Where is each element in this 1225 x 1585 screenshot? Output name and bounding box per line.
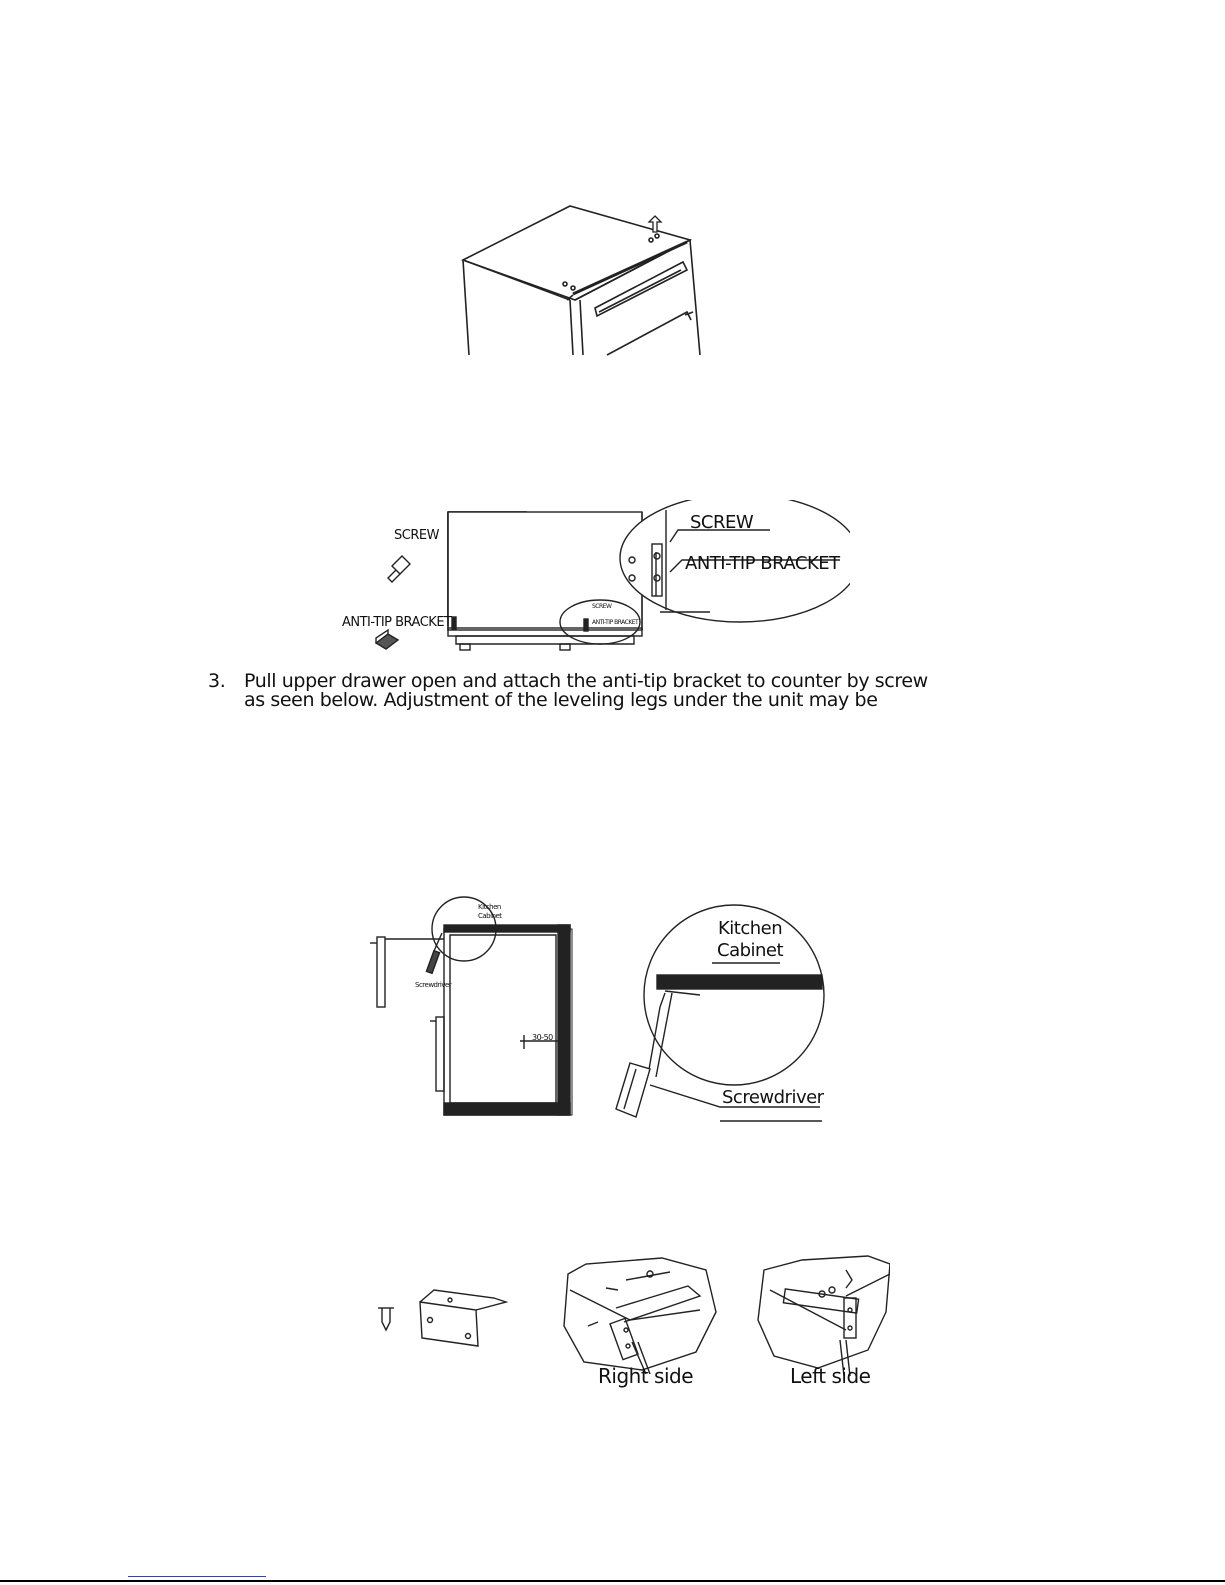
screw-label: SCREW	[394, 528, 439, 543]
tiny-anti-tip-bracket-label: ANTI-TIP BRACKET	[592, 619, 639, 626]
unit-top-illustration	[455, 200, 715, 360]
right-side-label: Right side	[598, 1364, 693, 1388]
bracket-icon	[376, 630, 398, 649]
zoom-screw-label: SCREW	[690, 512, 754, 533]
tiny-screw-label: SCREW	[592, 603, 612, 610]
small-kitchen-label: Kitchen	[478, 903, 501, 911]
anti-tip-figure	[330, 500, 850, 670]
side-bracket-figure	[370, 1250, 890, 1390]
right-side-detail	[564, 1258, 716, 1374]
zoom-cabinet-label: Cabinet	[717, 940, 784, 961]
left-side-label: Left side	[790, 1364, 871, 1388]
screw-icon	[388, 556, 410, 582]
anti-tip-bracket-label: ANTI-TIP BRACKET	[342, 615, 452, 630]
dimension-label: 30-50	[532, 1033, 553, 1042]
left-side-detail	[758, 1256, 890, 1376]
small-cabinet-label: Cabinet	[478, 912, 502, 920]
bracket-icon	[420, 1290, 506, 1346]
cabinet-installation-figure	[360, 895, 830, 1130]
small-screwdriver-label: Screwdriver	[415, 981, 452, 989]
step-line-1: Pull upper drawer open and attach the anti-tip bracket to counter by screw	[244, 670, 928, 692]
zoom-screwdriver-label: Screwdriver	[722, 1087, 824, 1108]
step-line-2: as seen below. Adjustment of the leveling legs under the unit may be	[244, 689, 878, 711]
step-number: 3.	[208, 670, 226, 692]
footer-link-underline[interactable]	[128, 1576, 266, 1577]
zoom-anti-tip-bracket-label: ANTI-TIP BRACKET	[685, 553, 840, 574]
footer-divider	[0, 1580, 1225, 1582]
screw-icon	[378, 1308, 394, 1330]
zoom-kitchen-label: Kitchen	[718, 918, 783, 939]
